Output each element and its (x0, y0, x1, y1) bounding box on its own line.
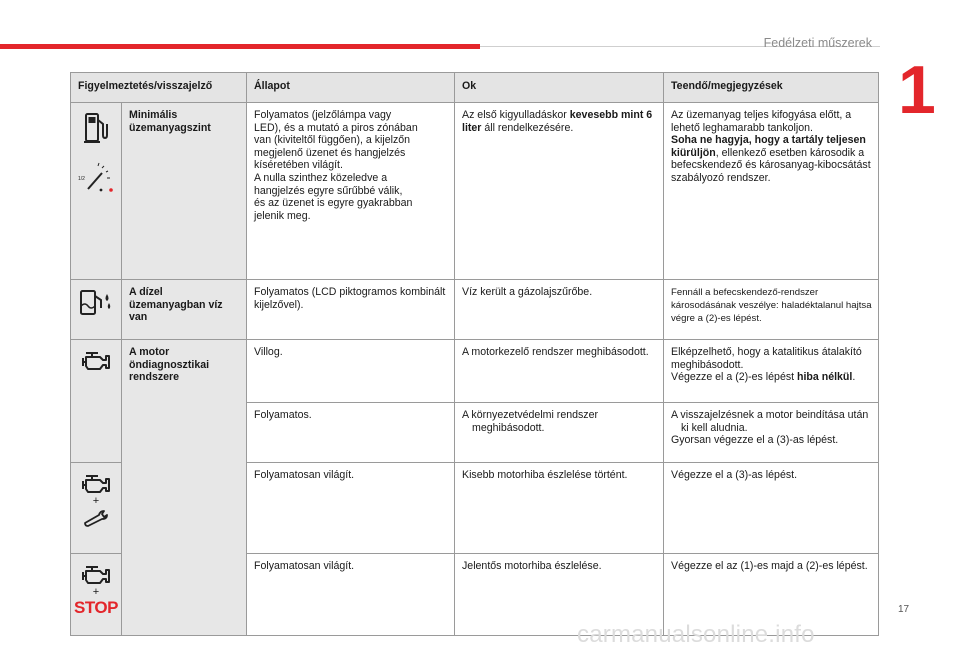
state-line: és az üzenet is egyre gyakrabban (254, 197, 413, 210)
warning-name-low-fuel: Minimális üzemanyagszint (122, 103, 247, 280)
warning-lights-table (70, 72, 879, 636)
stop-icon: STOP (74, 598, 118, 617)
state-engine-flashing: Villog. (247, 340, 455, 403)
state-line: A nulla szinthez közeledve a (254, 171, 388, 184)
chapter-number: 1 (898, 52, 936, 128)
header-red-bar (0, 44, 480, 49)
column-header-warning: Figyelmeztetés/visszajelző (71, 73, 247, 103)
engine-icon (79, 471, 113, 495)
action-text: Gyorsan végezze el a (3)-as lépést. (671, 434, 839, 447)
action-engine-continuous (664, 403, 879, 463)
column-header-action: Teendő/megjegyzések (664, 73, 879, 103)
section-title: Fedélzeti műszerek (763, 36, 872, 50)
gauge-half-label: 1/2 (78, 176, 85, 182)
icon-cell-low-fuel (71, 103, 122, 280)
cause-text: Az első kigyulladáskor (462, 109, 570, 121)
icon-cell-major-fault (71, 554, 122, 636)
state-major-engine-fault: Folyamatosan világít. (247, 554, 455, 636)
plus-sign: + (92, 586, 100, 598)
table-row-water-in-diesel (71, 280, 879, 340)
warning-name-engine: A motor öndiagnosztikai rendszere (122, 340, 247, 636)
cause-major-engine-fault: Jelentős motorhiba észlelése. (455, 554, 664, 636)
engine-icon (79, 348, 113, 372)
column-header-cause: Ok (455, 73, 664, 103)
watermark: carmanualsonline.info (577, 621, 815, 648)
cause-text: áll rendelkezésére. (481, 121, 574, 134)
state-line: Folyamatos (jelzőlámpa vagy (254, 109, 392, 121)
action-text: Végezze el a (2)-es lépést (671, 371, 798, 384)
table-row-engine-flashing (71, 340, 879, 403)
engine-icon (79, 562, 113, 586)
action-text: , ellenkező esetben károsodik a befecskendező és károsanyag-kibocsátást szabályozó rendszer. (671, 146, 871, 184)
cause-text: A környezetvédelmi rendszer meghibásodott. (462, 409, 599, 434)
action-text: A visszajelzésnek a motor beindítása után ki kell aludnia. (671, 409, 869, 434)
action-low-fuel (664, 103, 879, 280)
state-line: van (kiviteltől függően), a kijelzőn (254, 134, 411, 147)
action-text: Az üzemanyag teljes kifogyása előtt, a lehető leghamarabb tankoljon. (671, 109, 852, 134)
cause-engine-continuous (455, 403, 664, 463)
state-minor-engine-fault: Folyamatosan világít. (247, 463, 455, 554)
cause-bold-text: kevesebb mint 6 liter (462, 109, 653, 134)
action-bold-text: hiba nélkül (797, 371, 853, 384)
state-water-in-diesel: Folyamatos (LCD piktogramos kombinált kijelzővel). (247, 280, 455, 340)
action-bold-text: Soha ne hagyja, hogy a tartály teljesen kiürüljön (671, 134, 866, 159)
water-in-diesel-icon (78, 288, 114, 318)
page-number: 17 (898, 604, 910, 615)
action-text: . (852, 371, 856, 384)
state-line: hangjelzés egyre sűrűbbé válik, (254, 184, 403, 197)
state-engine-continuous: Folyamatos. (247, 403, 455, 463)
state-line: LED), és a mutató a piros zónában (254, 121, 418, 134)
state-line: kíséretében világít. (254, 159, 343, 172)
state-low-fuel (247, 103, 455, 280)
plus-sign: + (92, 495, 100, 507)
action-minor-engine-fault: Végezze el a (3)-as lépést. (664, 463, 879, 554)
table-row-low-fuel (71, 103, 879, 280)
action-engine-flashing (664, 340, 879, 403)
action-text: Elképzelhető, hogy a katalitikus átalakító meghibásodott. (671, 346, 862, 371)
cause-minor-engine-fault: Kisebb motorhiba észlelése történt. (455, 463, 664, 554)
cause-water-in-diesel: Víz került a gázolajszűrőbe. (455, 280, 664, 340)
icon-cell-water-in-diesel (71, 280, 122, 340)
state-line: megjelenő üzenet és hangjelzés (254, 146, 406, 159)
cause-engine-flashing (455, 340, 664, 403)
fuel-pump-icon (83, 111, 109, 145)
fuel-gauge-icon (76, 161, 116, 195)
action-water-in-diesel: Fennáll a befecskendező-rendszer károsodásának veszélye: haladéktalanul hajtsa végre a (2)-es lépést. (664, 280, 879, 340)
cause-text: A motorkezelő rendszer meghibásodott. (462, 346, 649, 358)
warning-name-water-in-diesel: A dízel üzemanyagban víz van (122, 280, 247, 340)
action-text: Végezze el az (1)-es majd a (2)-es lépést. (671, 560, 868, 572)
cause-low-fuel (455, 103, 664, 280)
state-line: jelenik meg. (254, 209, 311, 222)
table-header-row (71, 73, 879, 103)
icon-cell-engine (71, 340, 122, 463)
wrench-icon (81, 508, 111, 528)
icon-cell-minor-fault (71, 463, 122, 554)
column-header-state: Állapot (247, 73, 455, 103)
